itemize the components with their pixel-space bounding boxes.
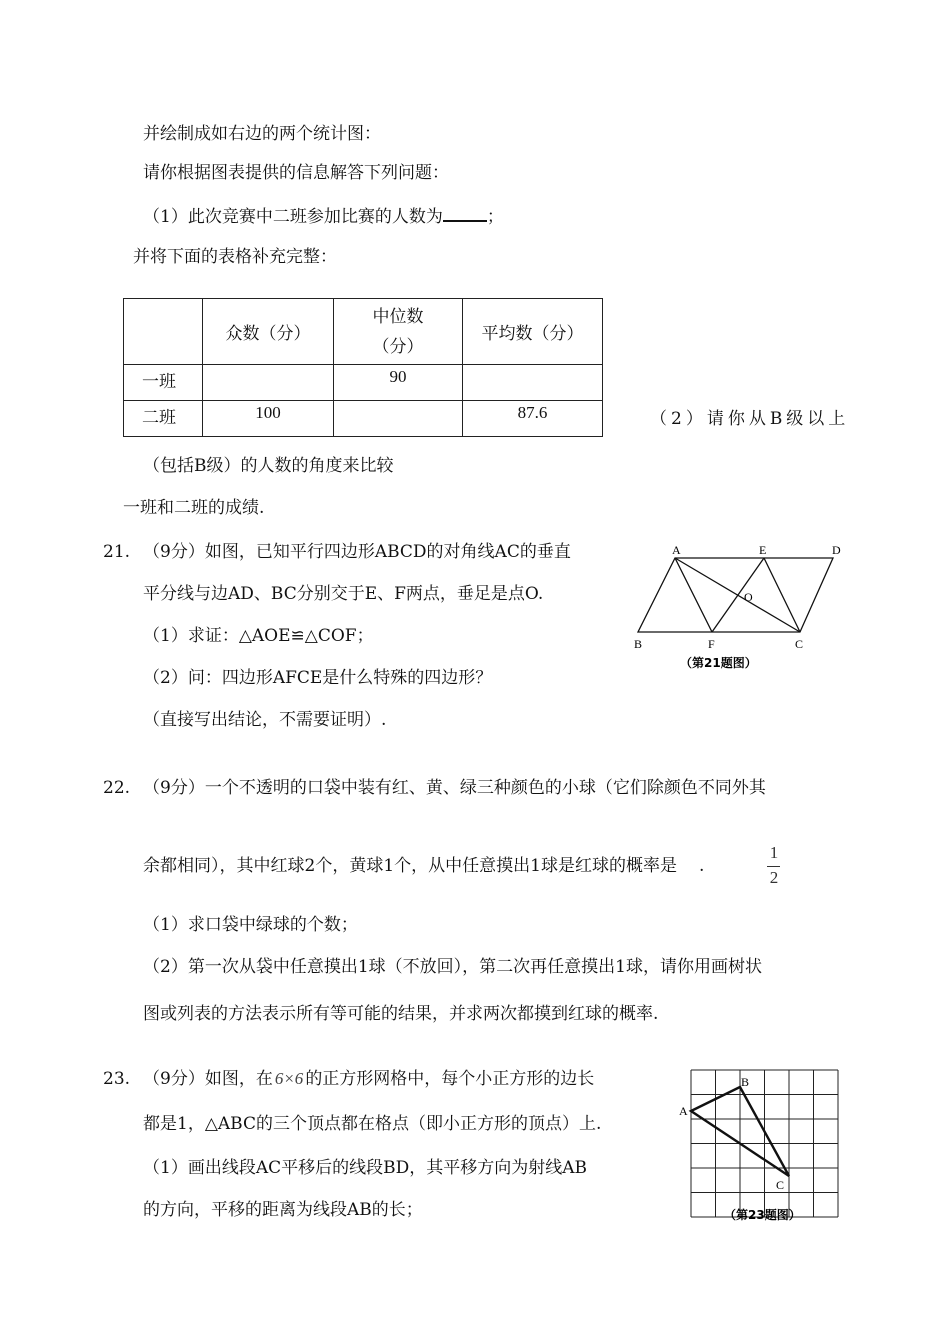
cell-mean: 87.6 (463, 401, 603, 437)
q1-prefix: （1）此次竞赛中二班参加比赛的人数为 (143, 207, 443, 227)
fraction-denominator: 2 (769, 868, 779, 887)
label-o: O (744, 590, 753, 604)
intro-line-1: 并绘制成如右边的两个统计图： (143, 124, 381, 144)
table-header-median (334, 299, 463, 365)
table-header-empty (124, 299, 203, 365)
q23-line-1-prefix: （9分）如图，在 (143, 1069, 273, 1089)
table-header-mode: 众数（分） (203, 299, 334, 365)
table-header-mean: 平均数（分） (463, 299, 603, 365)
q23-line-4: 的方向，平移的距离为线段AB的长； (143, 1200, 423, 1220)
score-table (123, 298, 603, 437)
grid-size: 6×6 (274, 1069, 304, 1088)
label-c: C (795, 637, 804, 651)
q22-number: 22. (103, 778, 131, 798)
row-label: 二班 (124, 401, 203, 437)
label-a: A (679, 1104, 688, 1118)
median-unit: （分） (372, 336, 424, 357)
median-label: 中位数 (372, 306, 424, 327)
cell-mode: 100 (203, 401, 334, 437)
intro-line-2: 请你根据图表提供的信息解答下列问题： (143, 163, 449, 183)
fraction-numerator: 1 (769, 843, 779, 862)
q22-line-1: （9分）一个不透明的口袋中装有红、黄、绿三种颜色的小球（它们除颜色不同外其 (143, 778, 766, 798)
square-grid (691, 1070, 838, 1217)
label-e: E (759, 543, 767, 557)
q21-line-4: （2）问：四边形AFCE是什么特殊的四边形？ (143, 668, 493, 688)
q20-part2-line-1: （2）请你从B级以上 (650, 409, 850, 429)
q20-part2-line-2: （包括B级）的人数的角度来比较 (143, 456, 394, 476)
cell-median (334, 401, 463, 437)
q1-suffix: ； (486, 207, 504, 227)
q22-line-2-text: 余都相同），其中红球2个，黄球1个，从中任意摸出1球是红球的概率是 (143, 856, 677, 876)
label-a: A (672, 543, 681, 557)
q21-number: 21. (103, 542, 131, 562)
figure-21-caption: （第21题图） (680, 656, 757, 670)
table-row (124, 365, 603, 401)
q23-number: 23. (103, 1069, 131, 1089)
q22-line-2 (143, 855, 704, 877)
cell-median: 90 (334, 365, 463, 401)
q23-line-3: （1）画出线段AC平移后的线段BD，其平移方向为射线AB (143, 1158, 587, 1178)
table-row (124, 401, 603, 437)
q22-line-2-end: . (698, 856, 705, 876)
intro-line-4: 并将下面的表格补充完整： (133, 247, 337, 267)
q23-line-1 (143, 1068, 594, 1090)
q21-line-1: （9分）如图，已知平行四边形ABCD的对角线AC的垂直 (143, 542, 571, 562)
fraction-bar (767, 866, 780, 867)
cell-mean (463, 365, 603, 401)
q22-line-5: 图或列表的方法表示所有等可能的结果，并求两次都摸到红球的概率. (143, 1004, 659, 1024)
figure-23-caption: （第23题图） (724, 1208, 801, 1222)
cell-mode (203, 365, 334, 401)
answer-blank (443, 204, 487, 222)
q21-line-5: （直接写出结论，不需要证明）. (143, 710, 387, 730)
parallelogram-abcd (638, 558, 833, 632)
label-f: F (708, 637, 715, 651)
q22-line-3: （1）求口袋中绿球的个数； (143, 915, 358, 935)
row-label: 一班 (124, 365, 203, 401)
segment-ef (712, 558, 764, 632)
q20-part2-line-3: 一班和二班的成绩. (123, 498, 265, 518)
q23-line-2: 都是1，△ABC的三个顶点都在格点（即小正方形的顶点）上. (143, 1114, 602, 1134)
q21-line-2: 平分线与边AD、BC分别交于E、F两点，垂足是点O. (143, 584, 544, 604)
label-b: B (634, 637, 643, 651)
q22-line-4: （2）第一次从袋中任意摸出1球（不放回），第二次再任意摸出1球，请你用画树状 (143, 957, 762, 977)
label-b: B (741, 1075, 750, 1089)
grid-diagram (672, 1062, 842, 1232)
q21-line-3: （1）求证：△AOE≌△COF； (143, 626, 374, 646)
question-20-part-1 (143, 204, 504, 228)
label-c: C (776, 1178, 785, 1192)
parallelogram-diagram (628, 538, 850, 678)
q23-line-1-suffix: 的正方形网格中，每个小正方形的边长 (305, 1069, 595, 1089)
label-d: D (832, 543, 841, 557)
